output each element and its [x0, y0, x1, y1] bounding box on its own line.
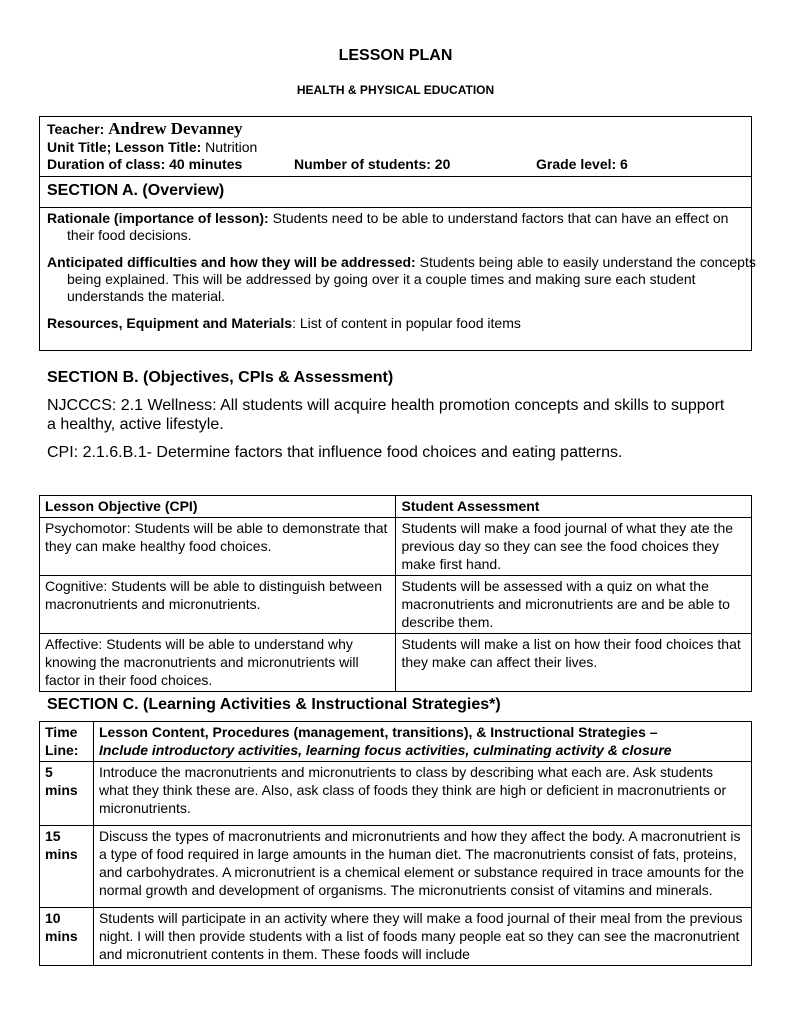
resources	[47, 315, 742, 332]
number-of-students: Number of students: 20	[294, 156, 451, 172]
time-cell: 15 mins	[40, 826, 94, 908]
table-header-row	[40, 722, 752, 762]
anticipated-difficulties	[47, 254, 762, 305]
content-cell: Students will participate in an activity where they will make a food journal of their meal from the previous night. I will then provide students with a list of foods many people eat so they can see the macronutrient and micronutrient contents in them. These foods will include	[93, 908, 751, 966]
table-header-row	[40, 496, 752, 518]
page-title: LESSON PLAN	[338, 47, 453, 64]
assessment-psychomotor: Students will make a food journal of what they ate the previous day so they can see the food choices they make first hand.	[396, 518, 752, 576]
table-row	[40, 576, 752, 634]
grade-level: Grade level: 6	[536, 156, 628, 172]
resources-label: Resources, Equipment and Materials	[47, 315, 293, 331]
objective-psychomotor: Psychomotor: Students will be able to demonstrate that they can make healthy food choices.	[40, 518, 396, 576]
section-a-heading: SECTION A. (Overview)	[47, 182, 225, 199]
teacher-info-box	[39, 116, 752, 177]
table-row	[40, 826, 752, 908]
rationale-label: Rationale (importance of lesson):	[47, 210, 269, 226]
section-c-heading: SECTION C. (Learning Activities & Instructional Strategies*)	[47, 696, 501, 713]
section-a-box	[39, 207, 756, 351]
table-row	[40, 908, 752, 966]
assessment-header: Student Assessment	[396, 496, 752, 518]
teacher-label: Teacher:	[47, 121, 109, 137]
page-subtitle: HEALTH & PHYSICAL EDUCATION	[296, 83, 495, 97]
time-cell: 5 mins	[40, 762, 94, 826]
teacher-line	[47, 119, 243, 139]
unit-value: Nutrition	[201, 139, 258, 155]
box-divider-right	[751, 176, 752, 207]
unit-label: Unit Title; Lesson Title:	[47, 139, 202, 155]
content-header-text: Lesson Content, Procedures (management, transitions), & Instructional Strategies –	[98, 724, 658, 740]
objectives-table	[39, 495, 752, 692]
cpi-standard: CPI: 2.1.6.B.1- Determine factors that influence food choices and eating patterns.	[47, 444, 623, 461]
njcccs-standard: NJCCCS: 2.1 Wellness: All students will acquire health promotion concepts and skills to support a healthy, active lifestyle.	[47, 397, 725, 433]
table-row	[40, 634, 752, 692]
section-b-heading: SECTION B. (Objectives, CPIs & Assessment)	[47, 369, 394, 386]
box-divider	[39, 176, 752, 177]
unit-line	[47, 139, 257, 156]
content-cell: Introduce the macronutrients and micronutrients to class by describing what each are. Ask students what they think these are. Also, ask class of foods they think are high or deficient in macronutrients or micronutrients.	[93, 762, 751, 826]
assessment-affective: Students will make a list on how their food choices that they make can affect their lives.	[396, 634, 752, 692]
table-row	[40, 762, 752, 826]
difficulties-text: Students being able to easily understand the concepts being explained. This will be addressed by going over it a couple times and making sure each student understands the material.	[67, 254, 756, 304]
duration: Duration of class: 40 minutes	[47, 156, 243, 172]
resources-text: : List of content in popular food items	[292, 315, 521, 331]
table-row	[40, 518, 752, 576]
objective-cognitive: Cognitive: Students will be able to distinguish between macronutrients and micronutrients.	[40, 576, 396, 634]
content-cell: Discuss the types of macronutrients and micronutrients and how they affect the body. A macronutrient is a type of food required in large amounts in the human diet. The macronutrients consist of fats, proteins, and carbohydrates. A micronutrient is a chemical element or substance required in trace amounts for the normal growth and development of organisms. The micronutrients consist of vitamins and minerals.	[93, 826, 751, 908]
teacher-name: Andrew Devanney	[108, 119, 243, 138]
content-header-note: Include introductory activities, learning focus activities, culminating activity & closure	[98, 742, 672, 758]
timeline-header: Time Line:	[40, 722, 94, 762]
difficulties-label: Anticipated difficulties and how they will be addressed:	[47, 254, 416, 270]
rationale	[47, 210, 757, 244]
box-divider-left	[39, 176, 40, 207]
objective-affective: Affective: Students will be able to understand why knowing the macronutrients and micronutrients will factor in their food choices.	[40, 634, 396, 692]
objective-header: Lesson Objective (CPI)	[40, 496, 396, 518]
rationale-text: Students need to be able to understand factors that can have an effect on their food decisions.	[67, 210, 729, 243]
time-cell: 10 mins	[40, 908, 94, 966]
content-header	[93, 722, 751, 762]
assessment-cognitive: Students will be assessed with a quiz on what the macronutrients and micronutrients are and be able to describe them.	[396, 576, 752, 634]
activities-table	[39, 721, 752, 966]
